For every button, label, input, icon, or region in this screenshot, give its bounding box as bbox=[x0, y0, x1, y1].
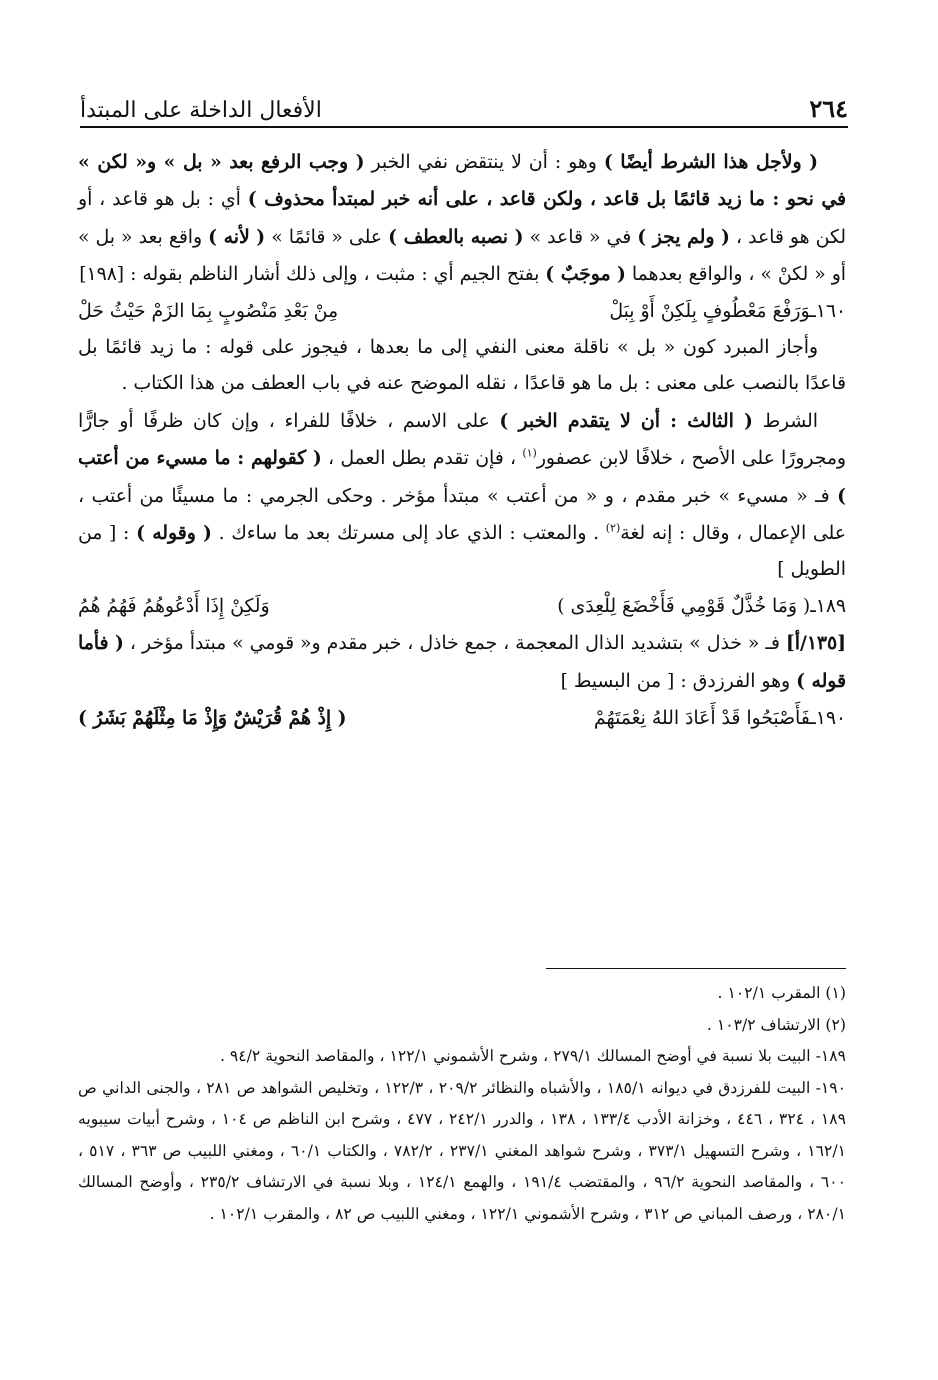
p3-text-1: الشرط bbox=[752, 410, 818, 432]
verse-160 bbox=[78, 294, 846, 330]
footnote-190: ١٩٠- البيت للفرزدق في ديوانه ١٨٥/١ ، والأشباه والنظائر ٢٠٩/٢ ، ١٢٢/٣ ، وتخليص الشواهد ص ٢٨١ ، والجنى الداني ص ١٨٩ ، ٣٢٤ ، ٤٤٦ ، وخزانة الأدب ١٣٣/٤ ، ١٣٨ ، والدرر ٢٤٢/١ ، ٤٧٧ ، وشرح ابن الناظم ص ١٠٤ ، وشرح أبيات سيبويه ١٦٢/١ ، وشرح التسهيل ٣٧٣/١ ، وشرح شواهد المغني ٢٣٧/١ ، ٧٨٢/٢ ، والكتاب ٦٠/١ ، ومغني اللبيب ص ٣٦٣ ، ٥١٧ ، ٦٠٠ ، والمقاصد النحوية ٩٦/٢ ، والمقتضب ١٩١/٤ ، والهمع ١٢٤/١ ، وبلا نسبة في الارتشاف ٢٣٥/٢ ، وأوضح المسالك ٢٨٠/١ ، ورصف المباني ص ٣١٢ ، وشرح الأشموني ١٢٢/١ ، ومغني اللبيب ص ٨٢ ، والمقرب ١٠٢/١ . bbox=[78, 1078, 847, 1223]
p1-bold-c: ( ولم يجز ) bbox=[637, 225, 730, 248]
footnote-189: ١٨٩- البيت بلا نسبة في أوضح المسالك ٢٧٩/١ ، وشرح الأشموني ١٢٢/١ ، والمقاصد النحوية ٩٤/٢ . bbox=[220, 1047, 846, 1065]
verse-160-number: ١٦٠ـ bbox=[810, 300, 846, 322]
verse-160-second-hemistich: مِنْ بَعْدِ مَنْصُوبٍ بِمَا الزَمْ حَيْثُ حَلْ bbox=[78, 300, 339, 322]
manuscript-folio-marker: [١٣٥/أ] bbox=[785, 632, 846, 655]
p1-bold-f: ( موجَبٌ ) bbox=[545, 263, 626, 286]
verse-189 bbox=[78, 589, 846, 625]
p1-text-2: أي : بل هو قاعد ، أو لكن هو قاعد ، bbox=[78, 189, 846, 248]
p3-text-6: : [ من الطويل ] bbox=[78, 523, 846, 581]
p3-bold-b: ( كقولهم : ما مسيء من أعتب ) bbox=[78, 447, 846, 507]
main-text bbox=[78, 144, 846, 738]
p1-text-4: على « قائمًا » bbox=[265, 226, 389, 248]
p4-bold-a: ( فأما قوله ) bbox=[78, 632, 846, 692]
footnote-ref-1[interactable]: (١) bbox=[522, 446, 537, 460]
verse-189-first-hemistich: ( وَمَا خُذَّلٌ قَوْمِي فَأَخْضَعَ لِلْعِدَى ) bbox=[557, 595, 811, 617]
footnotes bbox=[78, 978, 846, 1230]
p1-bold-b: ( وجب الرفع بعد « بل » و« لكن » في نحو : ما زيد قائمًا بل قاعد ، ولكن قاعد ، على أنه خبر لمبتدأ محذوف ) bbox=[78, 151, 846, 211]
footnote-ref-2[interactable]: (٢) bbox=[605, 521, 621, 535]
running-title: الأفعال الداخلة على المبتدأ bbox=[80, 98, 322, 123]
p3-text-2: على الاسم ، خلافًا للفراء ، وإن كان ظرفًا أو جارًّا ومجرورًا على الأصح ، خلافًا لابن عصفور bbox=[78, 410, 847, 470]
paragraph-1 bbox=[78, 144, 846, 294]
footnote-2: (٢) الارتشاف ١٠٣/٢ . bbox=[706, 1015, 846, 1034]
footnote-1: (١) المقرب ١٠٢/١ . bbox=[717, 984, 846, 1002]
footnote-separator bbox=[546, 968, 846, 969]
paragraph-2: وأجاز المبرد كون « بل » ناقلة معنى النفي إلى ما بعدها ، فيجوز على قوله : ما زيد قائمًا بل قاعدًا بالنصب على معنى : بل ما هو قاعدًا ، نقله الموضح عنه في باب العطف من هذا الكتاب . bbox=[78, 337, 846, 395]
p4-text-1: فـ « خذل » بتشديد الذال المعجمة ، جمع خاذل ، خبر مقدم و« قومي » مبتدأ مؤخر ، bbox=[123, 633, 786, 655]
verse-190-second-hemistich: ( إِذْ هُمْ قُرَيْشٌ وَإِذْ مَا مِثْلَهُمْ بَشَرُ ) bbox=[78, 707, 347, 730]
verse-190-number: ١٩٠ـ bbox=[810, 708, 846, 730]
p1-bold-a: ( ولأجل هذا الشرط أيضًا ) bbox=[603, 151, 818, 173]
p3-text-4: فـ « مسيء » خبر مقدم ، و « من أعتب » مبتدأ مؤخر . وحكى الجرمي : ما مسيئًا من أعتب ، على الإعمال ، وقال : إنه لغة bbox=[78, 485, 846, 545]
paragraph-4 bbox=[78, 625, 846, 700]
p3-bold-a: ( الثالث : أن لا يتقدم الخبر ) bbox=[499, 409, 753, 432]
p3-bold-c: ( وقوله ) bbox=[136, 522, 212, 545]
running-header bbox=[80, 88, 848, 128]
p1-bold-e: ( لأنه ) bbox=[208, 225, 266, 248]
p1-text-6: بفتح الجيم أي : مثبت ، وإلى ذلك أشار الناظم بقوله : [١٩٨] bbox=[79, 264, 546, 286]
p3-text-3: ، فإن تقدم بطل العمل ، bbox=[321, 448, 523, 470]
p1-text-1: وهو : أن لا ينتقض نفي الخبر bbox=[364, 152, 604, 173]
p1-text-5: واقع بعد « بل » أو « لكنْ » ، والواقع بعدهما bbox=[78, 226, 846, 286]
verse-190-first-hemistich: فَأَصْبَحُوا قَدْ أَعَادَ اللهُ نِعْمَتَهُمْ bbox=[593, 708, 811, 730]
paragraph-3 bbox=[78, 403, 846, 589]
p1-bold-d: ( نصبه بالعطف ) bbox=[388, 225, 524, 248]
page-number: ٢٦٤ bbox=[809, 94, 848, 123]
verse-189-second-hemistich: وَلَكِنْ إِذَا أَدْعُوهُمُ فَهُمُ هُمُ bbox=[78, 595, 270, 617]
p3-text-5: . والمعتب : الذي عاد إلى مسرتك بعد ما ساءك . bbox=[211, 523, 606, 545]
verse-189-number: ١٨٩ـ bbox=[810, 595, 846, 617]
p4-text-2: وهو الفرزدق : [ من البسيط ] bbox=[560, 670, 797, 692]
verse-190 bbox=[78, 700, 846, 737]
p1-text-3: في « قاعد » bbox=[523, 226, 638, 248]
verse-160-first-hemistich: وَرَفْعَ مَعْطُوفٍ بِلَكِنْ أَوْ بِبَلْ bbox=[609, 300, 811, 322]
